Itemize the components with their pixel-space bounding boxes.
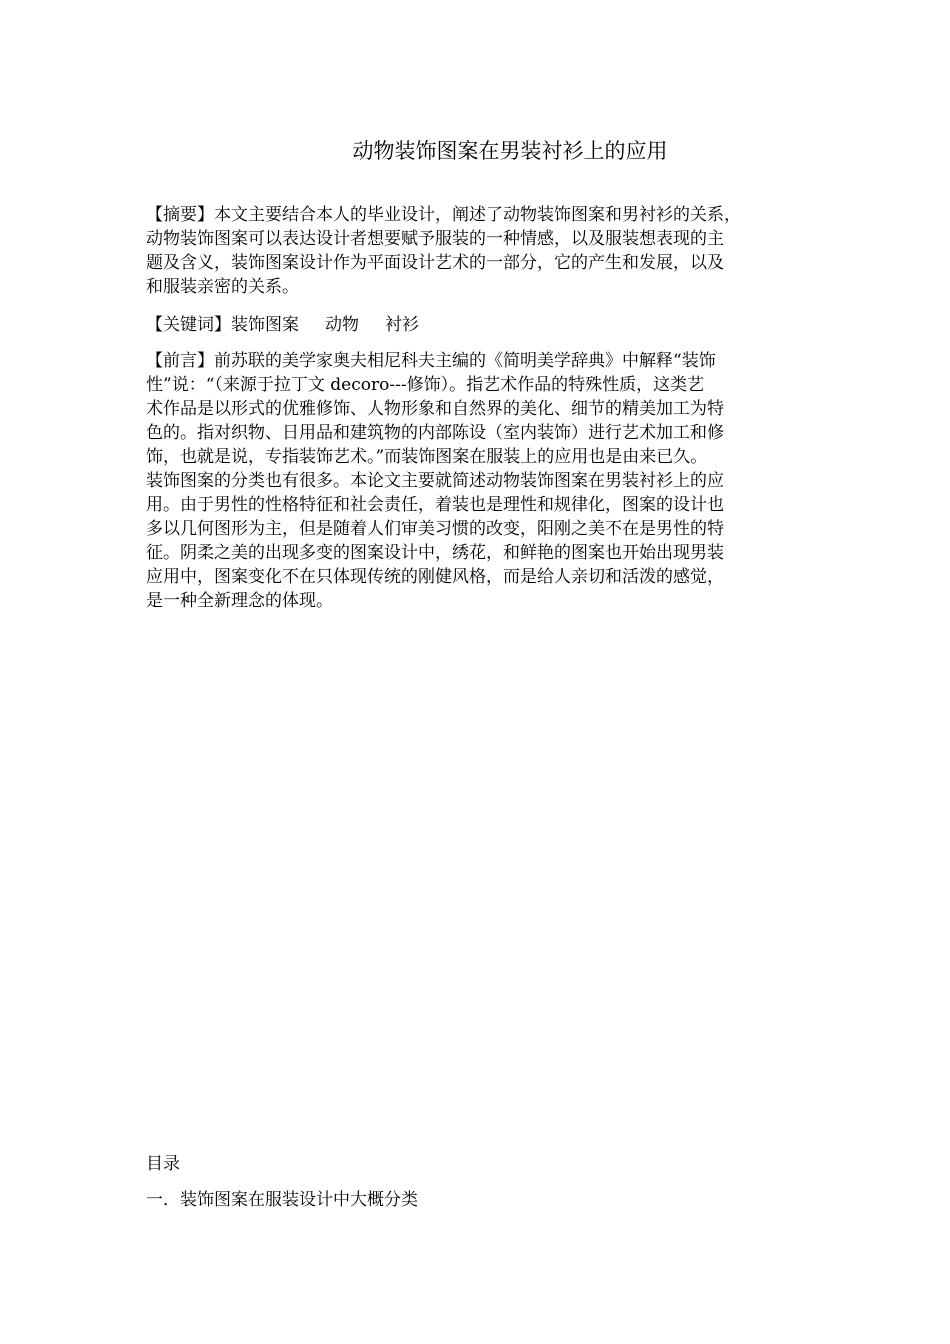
toc-title: 目录 <box>146 1154 180 1174</box>
keyword-item: 动物 <box>325 315 359 335</box>
toc-item[interactable]: 一．装饰图案在服装设计中大概分类 <box>146 1190 418 1210</box>
preface-paragraph <box>146 349 818 613</box>
abstract-line: 题及含义，装饰图案设计作为平面设计艺术的一部分，它的产生和发展，以及 <box>146 253 724 273</box>
keywords-paragraph <box>146 313 818 337</box>
keyword-item: 衬衫 <box>385 315 419 335</box>
abstract-line: 和服装亲密的关系。 <box>146 277 299 297</box>
abstract-paragraph <box>146 203 818 299</box>
preface-line: 饰，也就是说，专指装饰艺术。”而装饰图案在服装上的应用也是由来已久。 <box>146 447 708 467</box>
preface-line: 用。由于男性的性格特征和社会责任，着装也是理性和规律化，图案的设计也 <box>146 495 724 515</box>
keyword-item: 装饰图案 <box>231 315 299 335</box>
preface-line: 色的。指对织物、日用品和建筑物的内部陈设（室内装饰）进行艺术加工和修 <box>146 423 724 443</box>
document-title: 动物装饰图案在男装衬衫上的应用 <box>352 139 668 163</box>
preface-line: 是一种全新理念的体现。 <box>146 591 333 611</box>
keywords-label: 【关键词】 <box>146 315 231 335</box>
preface-line: 多以几何图形为主，但是随着人们审美习惯的改变，阳刚之美不在是男性的特 <box>146 519 724 539</box>
abstract-line: 动物装饰图案可以表达设计者想要赋予服装的一种情感，以及服装想表现的主 <box>146 229 724 249</box>
preface-line: 【前言】前苏联的美学家奥夫相尼科夫主编的《简明美学辞典》中解释“装饰 <box>146 351 716 371</box>
keywords-line <box>146 313 818 337</box>
preface-line: 术作品是以形式的优雅修饰、人物形象和自然界的美化、细节的精美加工为特 <box>146 399 724 419</box>
preface-line: 应用中，图案变化不在只体现传统的刚健风格，而是给人亲切和活泼的感觉， <box>146 567 724 587</box>
preface-line: 装饰图案的分类也有很多。本论文主要就简述动物装饰图案在男装衬衫上的应 <box>146 471 724 491</box>
preface-line: 性”说：“（来源于拉丁文 decoro---修饰）。指艺术作品的特殊性质，这类艺 <box>146 375 705 395</box>
preface-line: 征。阴柔之美的出现多变的图案设计中，绣花，和鲜艳的图案也开始出现男装 <box>146 543 724 563</box>
abstract-line: 【摘要】本文主要结合本人的毕业设计，阐述了动物装饰图案和男衬衫的关系， <box>146 205 741 225</box>
